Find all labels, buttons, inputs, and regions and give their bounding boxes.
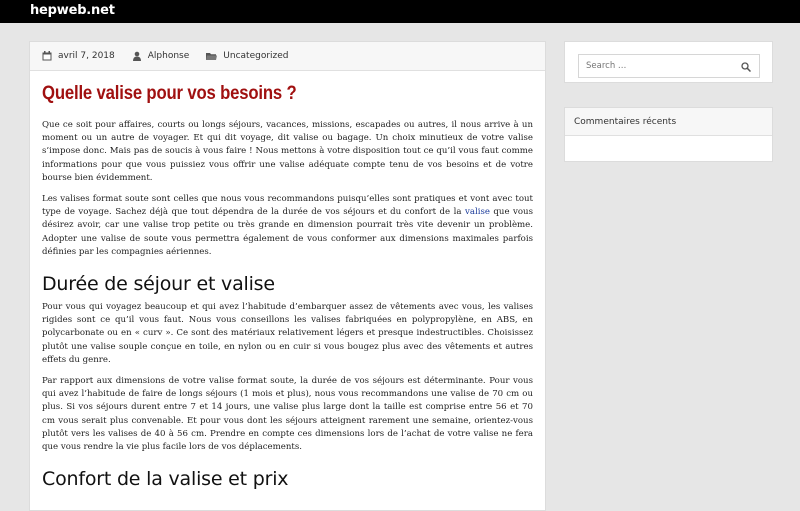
valise-link[interactable]: valise xyxy=(464,207,490,218)
post-meta xyxy=(30,42,545,71)
paragraph-2 xyxy=(42,193,533,259)
site-title-link[interactable]: hepweb.net xyxy=(30,3,115,18)
section-heading-confort: Confort de la valise et prix xyxy=(42,468,289,491)
post-card xyxy=(29,41,546,511)
paragraph-2-text-b: que vous désirez avoir, car une valise trop petite ou très grande en dimension pourrait très vite devenir un problème. Adopter une valise de soute vous permettra également de vous conformer aux dimensions maximales parfois définies par les compagnies aériennes. xyxy=(42,207,533,257)
post-author xyxy=(132,51,190,61)
search-icon[interactable] xyxy=(741,62,751,72)
top-bar xyxy=(0,0,800,23)
search-input[interactable] xyxy=(584,60,738,72)
calendar-icon xyxy=(42,51,52,61)
paragraph-3: Pour vous qui voyagez beaucoup et qui avez l’habitude d’embarquer assez de vêtements avec vous, les valises rigides sont ce qu’il vous faut. Nous vous conseillons les valises fabriquées en polypropylène, en ABS, en polycarbonate ou en « curv ». Ce sont des matériaux relativement légers et presque indestructibles. Choisissez plutôt une valise souple conçue en toile, en nylon ou en cuir si vous bougez plus avec des vêtements et autres effets du genre. xyxy=(42,302,533,365)
post-category xyxy=(206,51,288,61)
post-date-link[interactable]: avril 7, 2018 xyxy=(58,51,115,61)
post-title: Quelle valise pour vos besoins ? xyxy=(42,83,297,104)
search-form xyxy=(578,54,760,78)
recent-comments-title: Commentaires récents xyxy=(565,108,772,136)
search-widget xyxy=(564,41,773,83)
paragraph-2-text-a: Les valises format soute sont celles que nous vous recommandons puisqu’elles sont pratiques et vont avec tout type de voyage. Sachez déjà que tout dépendra de la durée de vos séjours et du confort de la xyxy=(42,194,533,218)
section-heading-duree: Durée de séjour et valise xyxy=(42,273,275,296)
post-content xyxy=(30,71,545,490)
folder-icon xyxy=(206,51,217,61)
paragraph-4: Par rapport aux dimensions de votre valise format soute, la durée de vos séjours est déterminante. Pour vous qui avez l’habitude de faire de longs séjours (1 mois et plus), nous vous recommandons une valise de 70 cm ou plus. Si vos séjours durent entre 7 et 14 jours, une valise plus large dont la taille est comprise entre 56 et 70 cm vous serait plus convenable. Et pour vous dont les séjours atteignent rarement une semaine, orientez-vous plutôt vers les valises de 40 à 56 cm. Prendre en compte ces dimensions lors de l’achat de votre valise ne fera que vous rendre la vie plus facile lors de vos déplacements. xyxy=(42,376,533,453)
post-author-link[interactable]: Alphonse xyxy=(147,51,190,61)
recent-comments-widget xyxy=(564,107,773,162)
paragraph-1: Que ce soit pour affaires, courts ou longs séjours, vacances, missions, escapades ou autres, il nous arrive à un moment ou un autre de voyager. Et qui dit voyage, dit valise ou bagage. Un choix minutieux de votre valise s’impose donc. Mais pas de soucis à vous faire ! Nous mettons à votre disposition tout ce qu’il vous faut comme informations pour que vous puissiez vous offrir une valise adéquate compte tenu de vos besoins et de votre bourse bien évidemment. xyxy=(42,120,533,183)
post-date xyxy=(42,51,115,61)
user-icon xyxy=(132,51,142,61)
post-category-link[interactable]: Uncategorized xyxy=(223,51,289,61)
